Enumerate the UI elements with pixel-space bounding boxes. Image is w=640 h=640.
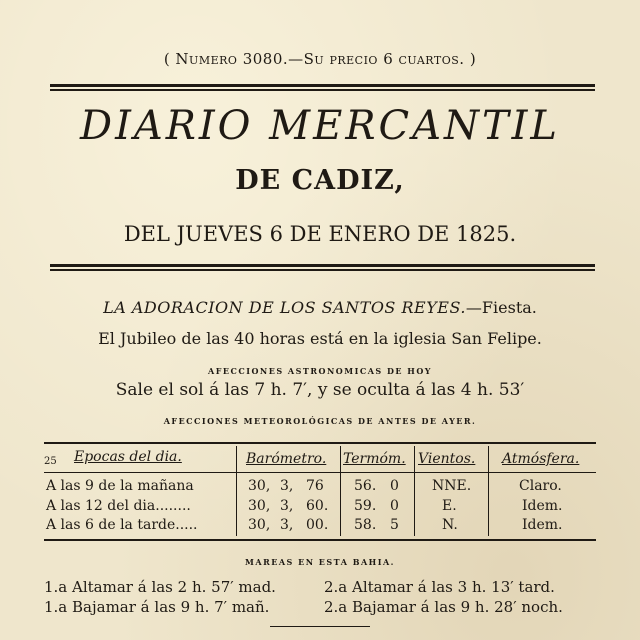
- astro-line: Sale el sol á las 7 h. 7′, y se oculta á las 4 h. 53′: [115, 380, 525, 400]
- wind-value: N.: [442, 517, 458, 533]
- baro-value: 3,: [280, 478, 294, 494]
- tide-entry: 1.a Bajamar á las 9 h. 7′ mañ.: [44, 598, 270, 616]
- baro-value: 30,: [248, 517, 271, 533]
- column-divider: [488, 446, 489, 536]
- tide-entry: 2.a Altamar á las 3 h. 13′ tard.: [324, 578, 555, 596]
- table-rule-top: [44, 442, 596, 444]
- tides-heading: MAREAS EN ESTA BAHIA.: [245, 557, 395, 567]
- feast-notice: [0, 298, 640, 317]
- newspaper-title: DIARIO MERCANTIL: [80, 103, 560, 149]
- baro-value: 3,: [280, 498, 294, 514]
- term-value: 56.: [354, 478, 377, 494]
- table-row-epoca: A las 6 de la tarde.....: [46, 517, 198, 533]
- table-row-epoca: A las 9 de la mañana: [46, 478, 194, 494]
- atmos-value: Idem.: [522, 498, 563, 514]
- atmos-value: Claro.: [519, 478, 562, 494]
- column-divider: [236, 446, 237, 536]
- baro-value: 60.: [306, 498, 329, 514]
- corner-mark: 25: [44, 456, 57, 467]
- header-termometro: Termóm.: [343, 451, 406, 467]
- column-divider: [414, 446, 415, 536]
- atmos-value: Idem.: [522, 517, 563, 533]
- term-value: 5: [390, 517, 399, 533]
- term-value: 0: [390, 498, 399, 514]
- table-rule-bottom: [44, 539, 596, 541]
- meteo-heading: AFECCIONES METEOROLÓGICAS DE ANTES DE AYER.: [163, 416, 477, 426]
- tide-entry: 1.a Altamar á las 2 h. 57′ mad.: [44, 578, 276, 596]
- astro-heading: AFECCIONES ASTRONOMICAS DE HOY: [207, 366, 433, 376]
- header-barometro: Barómetro.: [246, 451, 327, 467]
- header-rule-bottom: [50, 264, 595, 271]
- term-value: 59.: [354, 498, 377, 514]
- header-rule-top: [50, 84, 595, 91]
- feast-name: LA ADORACION DE LOS SANTOS REYES.: [103, 298, 466, 317]
- footer-rule: [270, 626, 370, 627]
- wind-value: NNE.: [432, 478, 472, 494]
- price-line: ( Numero 3080.—Su precio 6 cuartos. ): [163, 50, 477, 68]
- wind-value: E.: [442, 498, 457, 514]
- column-divider: [340, 446, 341, 536]
- tide-entry: 2.a Bajamar á las 9 h. 28′ noch.: [324, 598, 563, 616]
- table-rule-header: [44, 472, 596, 473]
- baro-value: 76: [306, 478, 324, 494]
- table-row-epoca: A las 12 del dia........: [46, 498, 191, 514]
- term-value: 0: [390, 478, 399, 494]
- jubileo-notice: El Jubileo de las 40 horas está en la iglesia San Felipe.: [98, 329, 542, 348]
- header-vientos: Vientos.: [418, 451, 476, 467]
- term-value: 58.: [354, 517, 377, 533]
- weather-table: [44, 440, 596, 544]
- header-epocas: Epocas del dia.: [74, 449, 182, 465]
- dateline: DEL JUEVES 6 DE ENERO DE 1825.: [123, 222, 517, 246]
- feast-suffix: —Fiesta.: [465, 298, 537, 317]
- baro-value: 30,: [248, 478, 271, 494]
- baro-value: 30,: [248, 498, 271, 514]
- baro-value: 3,: [280, 517, 294, 533]
- header-atmosfera: Atmósfera.: [502, 451, 580, 467]
- baro-value: 00.: [306, 517, 329, 533]
- newspaper-subtitle: DE CADIZ,: [235, 165, 405, 196]
